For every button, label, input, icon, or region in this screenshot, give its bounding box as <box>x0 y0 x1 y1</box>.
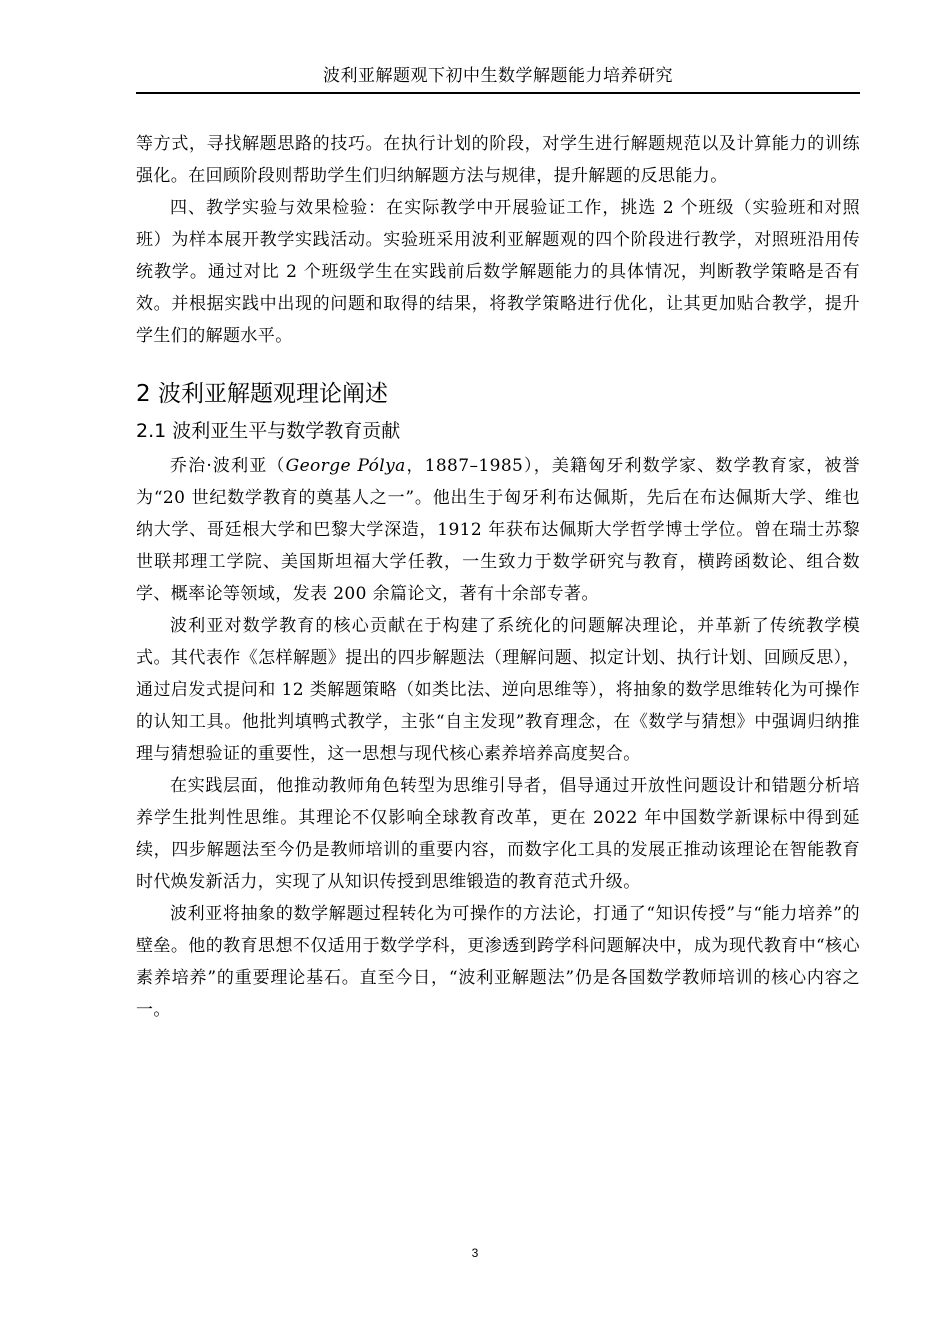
running-header-title: 波利亚解题观下初中生数学解题能力培养研究 <box>323 66 673 86</box>
biography-latin-name: George Pólya <box>285 456 406 476</box>
intro-paragraph-continued: 等方式，寻找解题思路的技巧。在执行计划的阶段，对学生进行解题规范以及计算能力的训练强化。在回顾阶段则帮助学生们归纳解题方法与规律，提升解题的反思能力。 <box>136 134 860 186</box>
page-body <box>136 128 860 1026</box>
section-paragraph-biography <box>136 450 860 610</box>
page-number: 3 <box>471 1246 479 1260</box>
biography-text-start: 乔治·波利亚（ <box>170 456 286 476</box>
chapter-heading: 2 波利亚解题观理论阐述 <box>136 381 388 407</box>
biography-text-rest: ，1887–1985），美籍匈牙利数学家、数学教育家，被誉为“20 世纪数学教育的奠基人之一”。他出生于匈牙利布达佩斯，先后在布达佩斯大学、维也纳大学、哥廷根大学和巴黎大学深造，1912 年获布达佩斯大学哲学博士学位。曾在瑞士苏黎世联邦理工学院、美国斯坦福大学任教，一生致力于数学研究与教育，横跨函数论、组合数学、概率论等领域，发表 200 余篇论文，著有十余部专著。 <box>136 456 860 604</box>
section-heading: 2.1 波利亚生平与数学教育贡献 <box>136 420 401 442</box>
header-rule <box>136 92 860 94</box>
section-paragraph-legacy: 波利亚将抽象的数学解题过程转化为可操作的方法论，打通了“知识传授”与“能力培养”的壁垒。他的教育思想不仅适用于数学学科，更渗透到跨学科问题解决中，成为现代教育中“核心素养培养”的重要理论基石。直至今日，“波利亚解题法”仍是各国数学教师培训的核心内容之一。 <box>136 904 860 1020</box>
section-paragraph-practice: 在实践层面，他推动教师角色转型为思维引导者，倡导通过开放性问题设计和错题分析培养学生批判性思维。其理论不仅影响全球教育改革，更在 2022 年中国数学新课标中得到延续，四步解题法至今仍是教师培训的重要内容，而数字化工具的发展正推动该理论在智能教育时代焕发新活力，实现了从知识传授到思维锻造的教育范式升级。 <box>136 776 860 892</box>
section-paragraph-contribution: 波利亚对数学教育的核心贡献在于构建了系统化的问题解决理论，并革新了传统教学模式。其代表作《怎样解题》提出的四步解题法（理解问题、拟定计划、执行计划、回顾反思），通过启发式提问和 12 类解题策略（如类比法、逆向思维等），将抽象的数学思维转化为可操作的认知工具。他批判填鸭式教学，主张“自主发现”教育理念，在《数学与猜想》中强调归纳推理与猜想验证的重要性，这一思想与现代核心素养培养高度契合。 <box>136 616 860 764</box>
intro-paragraph-experiment: 四、教学实验与效果检验：在实际教学中开展验证工作，挑选 2 个班级（实验班和对照班）为样本展开教学实践活动。实验班采用波利亚解题观的四个阶段进行教学，对照班沿用传统教学。通过对比 2 个班级学生在实践前后数学解题能力的具体情况，判断教学策略是否有效。并根据实践中出现的问题和取得的结果，将教学策略进行优化，让其更加贴合教学，提升学生们的解题水平。 <box>136 198 860 346</box>
